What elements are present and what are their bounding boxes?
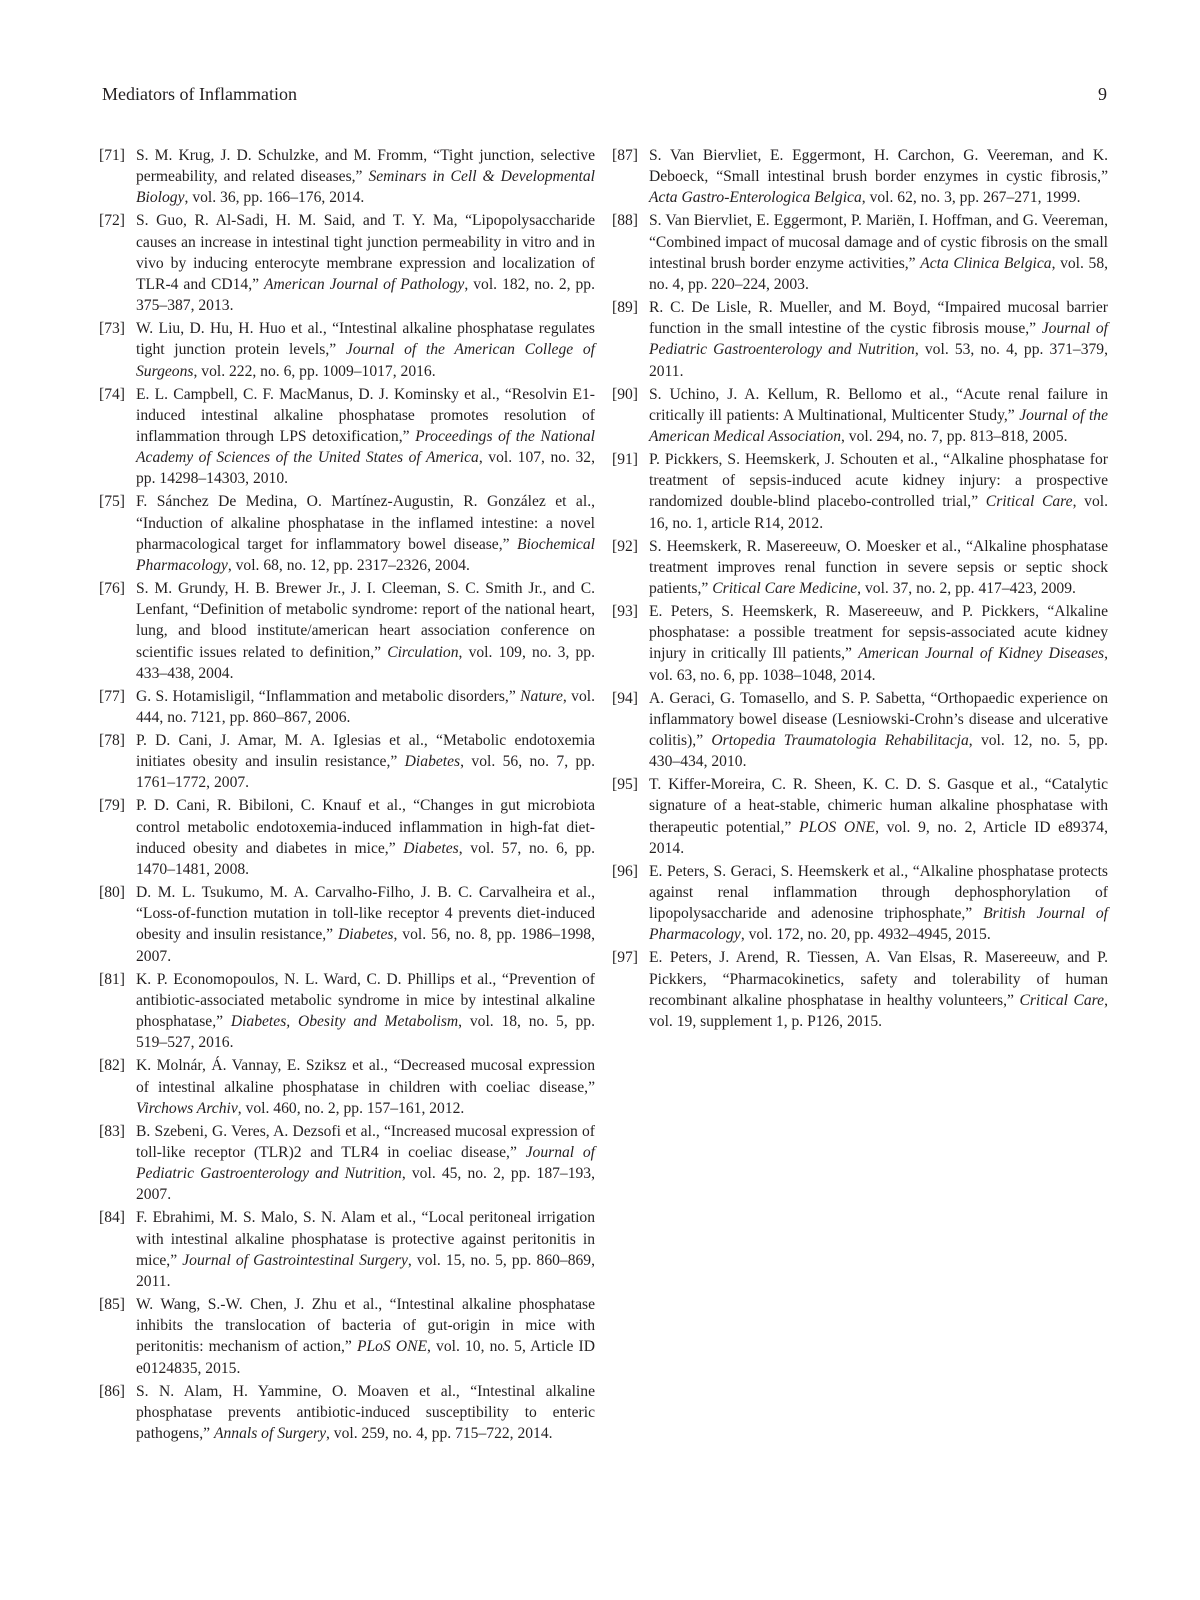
reference-text — [136, 384, 595, 490]
reference-item — [612, 947, 1108, 1032]
reference-text — [649, 861, 1108, 946]
reference-journal: Acta Clinica Belgica — [920, 254, 1052, 272]
reference-journal: Biochemical Pharmacology — [136, 535, 595, 575]
reference-number: [84] — [99, 1209, 125, 1227]
reference-details: , vol. 182, no. 2, pp. 375–387, 2013. — [136, 276, 596, 315]
reference-text — [649, 536, 1108, 600]
reference-text — [649, 601, 1108, 686]
reference-journal: Diabetes, Obesity and Metabolism — [230, 1013, 459, 1031]
reference-item — [99, 1121, 595, 1206]
reference-details: , vol. 16, no. 1, article R14, 2012. — [649, 493, 1108, 532]
reference-details: , vol. 15, no. 5, pp. 860–869, 2011. — [136, 1251, 596, 1290]
reference-number: [76] — [99, 580, 125, 598]
reference-authors-title: K. Molnár, Á. Vannay, E. Sziksz et al., “Decreased mucosal expression of intestinal alkaline phosphatase in children with coeliac disease,” — [136, 1057, 595, 1096]
reference-number: [71] — [99, 147, 125, 164]
reference-text — [136, 318, 595, 382]
reference-number: [86] — [99, 1382, 125, 1400]
reference-number: [73] — [99, 320, 125, 338]
reference-item — [99, 1207, 595, 1292]
reference-item — [99, 384, 595, 490]
reference-authors-title: E. Peters, J. Arend, R. Tiessen, A. Van Elsas, R. Masereeuw, and P. Pickkers, “Pharmacokinetics, safety and tolerability of human recombinant alkaline phosphatase in healthy volunteers,” — [649, 949, 1108, 1009]
reference-text — [649, 145, 1108, 209]
reference-item — [99, 578, 595, 684]
reference-item — [612, 449, 1108, 534]
reference-item — [99, 145, 595, 209]
reference-authors-title: K. P. Economopoulos, N. L. Ward, C. D. Phillips et al., “Prevention of antibiotic-associated metabolic syndrome in mice by intestinal alkaline phosphatase,” — [136, 970, 595, 1031]
reference-number: [94] — [612, 689, 638, 707]
reference-number: [74] — [99, 385, 125, 403]
reference-text — [136, 795, 595, 880]
reference-text — [136, 1207, 595, 1292]
reference-authors-title: E. Peters, S. Geraci, S. Heemskerk et al., “Alkaline phosphatase protects against renal inflammation through dephosphorylation of lipopolysaccharide and adenosine triphosphate,” — [649, 862, 1108, 923]
reference-item — [612, 384, 1108, 448]
reference-details: , vol. 294, no. 7, pp. 813–818, 2005. — [841, 428, 1068, 446]
reference-journal: PLoS ONE — [356, 1338, 428, 1356]
page-number: 9 — [1098, 84, 1107, 104]
reference-text — [136, 1121, 595, 1206]
reference-details: , vol. 63, no. 6, pp. 1038–1048, 2014. — [649, 645, 1108, 684]
reference-journal: Journal of the American Medical Association — [649, 406, 1109, 446]
references-left-column — [99, 145, 595, 1446]
reference-authors-title: R. C. De Lisle, R. Mueller, and M. Boyd, “Impaired mucosal barrier function in the small intestine of the cystic fibrosis mouse,” — [649, 299, 1108, 338]
reference-number: [90] — [612, 385, 638, 403]
reference-item — [99, 795, 595, 880]
reference-number: [89] — [612, 299, 638, 317]
reference-details: , vol. 172, no. 20, pp. 4932–4945, 2015. — [740, 926, 991, 944]
reference-details: , vol. 57, no. 6, pp. 1470–1481, 2008. — [136, 839, 595, 879]
reference-number: [83] — [99, 1122, 125, 1140]
reference-number: [77] — [99, 687, 125, 705]
reference-number: [88] — [612, 212, 638, 230]
reference-details: , vol. 37, no. 2, pp. 417–423, 2009. — [857, 580, 1076, 598]
journal-title: Mediators of Inflammation — [102, 84, 297, 104]
reference-journal: Diabetes — [338, 926, 394, 944]
reference-authors-title: B. Szebeni, G. Veres, A. Dezsofi et al., “Increased mucosal expression of toll-like receptor (TLR)2 and TLR4 in coeliac disease,” — [136, 1122, 595, 1161]
reference-authors-title: D. M. L. Tsukumo, M. A. Carvalho-Filho, J. B. C. Carvalheira et al., “Loss-of-function mutation in toll-like receptor 4 prevents diet-induced obesity and insulin resistance,” — [136, 884, 595, 944]
reference-authors-title: P. D. Cani, J. Amar, M. A. Iglesias et al., “Metabolic endotoxemia initiates obesity and insulin resistance,” — [136, 732, 595, 771]
reference-text — [649, 774, 1108, 859]
reference-number: [93] — [612, 603, 638, 621]
reference-number: [96] — [612, 862, 638, 880]
reference-number: [95] — [612, 776, 638, 794]
reference-journal: Virchows Archiv — [136, 1099, 238, 1117]
reference-text — [136, 882, 595, 967]
reference-details: , vol. 460, no. 2, pp. 157–161, 2012. — [237, 1099, 465, 1117]
reference-number: [80] — [99, 884, 125, 902]
reference-authors-title: T. Kiffer-Moreira, C. R. Sheen, K. C. D. S. Gasque et al., “Catalytic signature of a heat-stable, chimeric human alkaline phosphatase with therapeutic potential,” — [649, 776, 1108, 836]
reference-authors-title: W. Liu, D. Hu, H. Huo et al., “Intestinal alkaline phosphatase regulates tight junction protein levels,” — [136, 320, 595, 359]
reference-item — [612, 536, 1108, 600]
reference-details: , vol. 45, no. 2, pp. 187–193, 2007. — [136, 1165, 596, 1204]
reference-item — [99, 969, 595, 1054]
reference-text — [649, 297, 1108, 382]
reference-journal: Journal of Pediatric Gastroenterology and Nutrition — [649, 320, 1108, 359]
reference-details: , vol. 259, no. 4, pp. 715–722, 2014. — [326, 1424, 553, 1442]
reference-text — [136, 491, 595, 576]
reference-text — [649, 210, 1108, 295]
reference-number: [81] — [99, 970, 125, 988]
reference-authors-title: S. Van Biervliet, E. Eggermont, H. Carchon, G. Veereman, and K. Deboeck, “Small intestinal brush border enzymes in cystic fibrosis,” — [649, 147, 1108, 186]
reference-item — [99, 882, 595, 967]
reference-details: , vol. 222, no. 6, pp. 1009–1017, 2016. — [193, 362, 436, 380]
reference-journal: Journal of the American College of Surgeons — [136, 341, 596, 380]
reference-number: [72] — [99, 212, 125, 230]
reference-item — [99, 318, 595, 382]
reference-journal: Journal of Pediatric Gastroenterology and Nutrition — [136, 1143, 596, 1183]
reference-item — [612, 688, 1108, 773]
reference-details: , vol. 19, supplement 1, p. P126, 2015. — [649, 991, 1108, 1031]
reference-journal: Ortopedia Traumatologia Rehabilitacja — [711, 732, 969, 750]
reference-journal: Critical Care Medicine — [712, 580, 858, 598]
reference-journal: American Journal of Kidney Diseases — [858, 645, 1105, 663]
reference-journal: Diabetes — [403, 839, 459, 857]
reference-journal: Diabetes — [404, 753, 461, 771]
reference-journal: Proceedings of the National Academy of Sciences of the United States of America — [136, 428, 596, 467]
reference-authors-title: S. N. Alam, H. Yammine, O. Moaven et al., “Intestinal alkaline phosphatase prevents antibiotic-induced susceptibility to enteric pathogens,” — [136, 1382, 595, 1442]
reference-text — [136, 730, 595, 794]
reference-journal: American Journal of Pathology — [264, 276, 465, 294]
reference-authors-title: S. Guo, R. Al-Sadi, H. M. Said, and T. Y. Ma, “Lipopolysaccharide causes an increase in intestinal tight junction permeability in vitro and in vivo by inducing enterocyte membrane expression and localization of TLR-4 and CD14,” — [136, 212, 595, 294]
reference-details: , vol. 56, no. 8, pp. 1986–1998, 2007. — [136, 926, 595, 965]
reference-authors-title: P. D. Cani, R. Bibiloni, C. Knauf et al., “Changes in gut microbiota control metabolic endotoxemia-induced inflammation in high-fat diet-induced obesity and diabetes in mice,” — [136, 797, 595, 857]
reference-details: , vol. 53, no. 4, pp. 371–379, 2011. — [649, 341, 1109, 380]
reference-number: [85] — [99, 1295, 125, 1313]
running-header — [102, 84, 1107, 110]
reference-text — [136, 1381, 595, 1445]
reference-journal: British Journal of Pharmacology — [649, 905, 1108, 944]
reference-number: [92] — [612, 537, 638, 555]
reference-item — [99, 1381, 595, 1445]
reference-text — [136, 686, 595, 728]
reference-text — [136, 578, 595, 684]
reference-item — [99, 730, 595, 794]
reference-authors-title: S. Heemskerk, R. Masereeuw, O. Moesker et al., “Alkaline phosphatase treatment improves renal function in severe sepsis or septic shock patients,” — [649, 537, 1108, 598]
reference-details: , vol. 58, no. 4, pp. 220–224, 2003. — [649, 254, 1109, 294]
reference-item — [99, 1055, 595, 1119]
reference-journal: Journal of Gastrointestinal Surgery — [182, 1251, 408, 1269]
reference-item — [612, 774, 1108, 859]
reference-number: [87] — [612, 147, 638, 164]
reference-text — [136, 145, 595, 209]
reference-details: , vol. 68, no. 12, pp. 2317–2326, 2004. — [227, 557, 470, 575]
reference-authors-title: A. Geraci, G. Tomasello, and S. P. Sabetta, “Orthopaedic experience on inflammatory bowel disease (Lesniowski-Crohn’s disease and ulcerative colitis),” — [649, 689, 1108, 750]
reference-item — [99, 686, 595, 728]
reference-authors-title: E. L. Campbell, C. F. MacManus, D. J. Kominsky et al., “Resolvin E1-induced intestinal alkaline phosphatase promotes resolution of inflammation through LPS detoxification,” — [136, 385, 595, 446]
reference-authors-title: S. Uchino, J. A. Kellum, R. Bellomo et al., “Acute renal failure in critically ill patients: A Multinational, Multicenter Study,” — [649, 385, 1108, 424]
reference-details: , vol. 10, no. 5, Article ID e0124835, 2015. — [136, 1338, 595, 1377]
reference-authors-title: W. Wang, S.-W. Chen, J. Zhu et al., “Intestinal alkaline phosphatase inhibits the translocation of bacteria of gut-origin in mice with peritonitis: mechanism of action,” — [136, 1295, 595, 1356]
reference-number: [91] — [612, 451, 638, 469]
references-right-column — [612, 145, 1108, 1034]
reference-item — [612, 145, 1108, 209]
reference-journal: Seminars in Cell & Developmental Biology — [136, 168, 596, 207]
reference-number: [75] — [99, 493, 125, 511]
reference-text — [649, 947, 1108, 1032]
reference-item — [612, 297, 1108, 382]
reference-item — [612, 210, 1108, 295]
reference-journal: Nature — [520, 687, 563, 705]
reference-details: , vol. 444, no. 7121, pp. 860–867, 2006. — [136, 687, 596, 727]
reference-number: [79] — [99, 797, 125, 815]
reference-text — [136, 969, 595, 1054]
reference-journal: Acta Gastro-Enterologica Belgica — [649, 189, 862, 207]
reference-authors-title: E. Peters, S. Heemskerk, R. Masereeuw, and P. Pickkers, “Alkaline phosphatase: a possible treatment for sepsis-associated acute kidney injury in critically Ill patients,” — [649, 603, 1108, 663]
reference-number: [82] — [99, 1057, 125, 1075]
reference-details: , vol. 12, no. 5, pp. 430–434, 2010. — [649, 732, 1109, 771]
reference-text — [649, 384, 1108, 448]
reference-item — [612, 601, 1108, 686]
reference-authors-title: F. Ebrahimi, M. S. Malo, S. N. Alam et al., “Local peritoneal irrigation with intestinal alkaline phosphatase is protective against peritonitis in mice,” — [136, 1209, 595, 1269]
reference-details: , vol. 107, no. 32, pp. 14298–14303, 2010. — [136, 449, 596, 488]
reference-journal: PLOS ONE — [798, 818, 876, 836]
reference-text — [136, 1294, 595, 1379]
reference-text — [136, 210, 595, 316]
reference-authors-title: P. Pickkers, S. Heemskerk, J. Schouten et al., “Alkaline phosphatase for treatment of sepsis-induced acute kidney injury: a prospective randomized double-blind placebo-controlled trial,” — [649, 451, 1108, 511]
reference-details: , vol. 62, no. 3, pp. 267–271, 1999. — [861, 189, 1081, 207]
reference-details: , vol. 36, pp. 166–176, 2014. — [184, 189, 365, 207]
reference-details: , vol. 109, no. 3, pp. 433–438, 2004. — [136, 643, 595, 682]
reference-number: [97] — [612, 949, 638, 967]
reference-authors-title: S. M. Krug, J. D. Schulzke, and M. Fromm, “Tight junction, selective permeability, and related diseases,” — [136, 147, 595, 186]
reference-item — [612, 861, 1108, 946]
reference-journal: Critical Care — [1019, 991, 1105, 1009]
reference-authors-title: G. S. Hotamisligil, “Inflammation and metabolic disorders,” — [136, 687, 521, 705]
reference-item — [99, 1294, 595, 1379]
reference-number: [78] — [99, 732, 125, 750]
reference-journal: Circulation — [387, 643, 459, 661]
reference-authors-title: S. Van Biervliet, E. Eggermont, P. Mariën, I. Hoffman, and G. Veereman, “Combined impact of mucosal damage and of cystic fibrosis on the small intestinal brush border enzyme activities,” — [649, 212, 1108, 272]
reference-journal: Critical Care — [985, 493, 1073, 511]
reference-item — [99, 491, 595, 576]
reference-text — [649, 688, 1108, 773]
reference-item — [99, 210, 595, 316]
reference-details: , vol. 9, no. 2, Article ID e89374, 2014. — [649, 818, 1108, 857]
reference-text — [136, 1055, 595, 1119]
reference-text — [649, 449, 1108, 534]
reference-journal: Annals of Surgery — [213, 1424, 326, 1442]
reference-authors-title: F. Sánchez De Medina, O. Martínez-Augustin, R. González et al., “Induction of alkaline phosphatase in the inflamed intestine: a novel pharmacological target for inflammatory bowel disease,” — [136, 493, 595, 553]
reference-details: , vol. 56, no. 7, pp. 1761–1772, 2007. — [136, 753, 595, 792]
reference-authors-title: S. M. Grundy, H. B. Brewer Jr., J. I. Cleeman, S. C. Smith Jr., and C. Lenfant, “Definition of metabolic syndrome: report of the national heart, lung, and blood institute/american heart association conference on scientific issues related to definition,” — [136, 580, 595, 661]
reference-details: , vol. 18, no. 5, pp. 519–527, 2016. — [136, 1013, 595, 1052]
